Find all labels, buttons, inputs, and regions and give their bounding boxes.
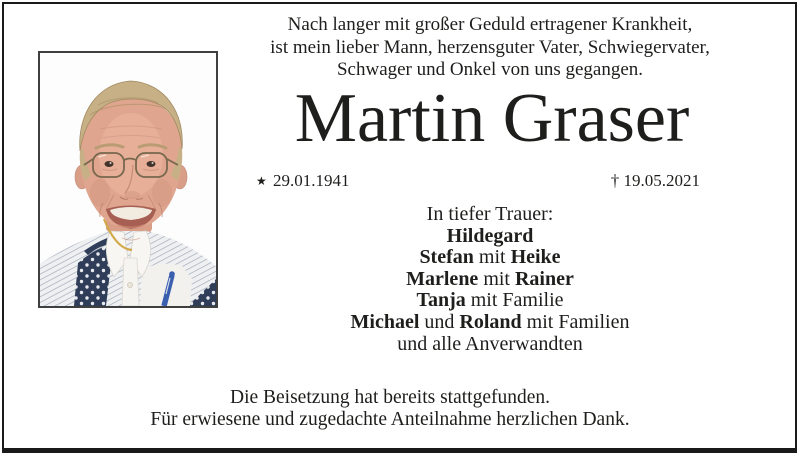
opening-line-1: Nach langer mit großer Geduld ertragener Krankheit, (287, 14, 693, 35)
mourner-line: Stefan mit Heike (419, 246, 561, 269)
mourning-list (240, 204, 740, 355)
mourner-line: und alle Anverwandten (397, 332, 583, 355)
closing-line-2: Für erwiesene und zugedachte Anteilnahme herzlichen Dank. (150, 408, 630, 430)
deceased-name: Martin Graser (294, 80, 690, 157)
mourner-line: Marlene mit Rainer (406, 267, 574, 290)
portrait-photo (38, 51, 218, 308)
mourner-line: Hildegard (446, 224, 534, 247)
closing-paragraph (0, 387, 780, 430)
mourner-line: Tanja mit Familie (416, 289, 564, 312)
portrait-illustration (40, 53, 216, 306)
death-date-value: 19.05.2021 (623, 171, 700, 190)
mourning-intro: In tiefer Trauer: (426, 203, 554, 225)
mourner-line: Michael und Roland mit Familien (350, 310, 630, 333)
life-dates (240, 171, 740, 191)
closing-line-1: Die Beisetzung hat bereits stattgefunden. (229, 387, 551, 408)
birth-date (256, 171, 350, 191)
birth-star-icon: ★ (256, 174, 269, 188)
birth-date-value: 29.01.1941 (273, 171, 350, 190)
death-date (611, 171, 700, 191)
opening-line-2: ist mein lieber Mann, herzensguter Vater, Schwiegervater, (270, 36, 710, 58)
opening-paragraph (240, 14, 740, 82)
death-dagger-icon: † (610, 171, 620, 190)
opening-line-3: Schwager und Onkel von uns gegangen. (336, 59, 644, 80)
